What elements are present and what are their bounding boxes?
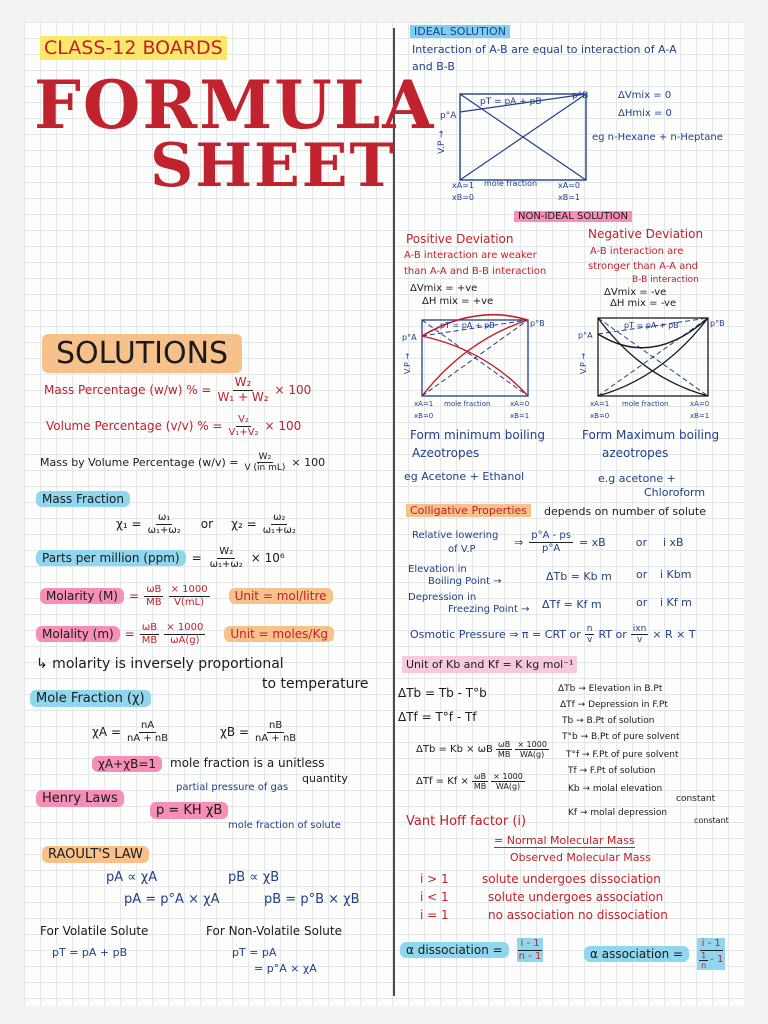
ideal-graph-vp: V.P → — [437, 130, 447, 154]
vant-hoff-case-1: solute undergoes dissociation — [482, 872, 661, 886]
vant-hoff-case-2: solute undergoes association — [488, 890, 664, 904]
mole-fraction-b: χB = $\frac{nB}{nA + nB}$ — [220, 720, 297, 744]
neg-graph-vp: V.P → — [579, 352, 588, 374]
ideal-heading: IDEAL SOLUTION — [410, 25, 510, 38]
negative-example-2: Chloroform — [644, 486, 706, 499]
positive-dv: ΔVmix = +ve — [410, 283, 478, 294]
symbol-legend-9: Kf → molal depression — [568, 808, 668, 818]
symbol-legend-7: Kb → molal elevation — [568, 784, 663, 794]
symbol-legend-5: T°f → F.Pt of pure solvent — [566, 750, 679, 760]
negative-example: e.g acetone + — [598, 472, 676, 485]
pos-graph-xlabel: mole fraction — [444, 400, 491, 408]
ppm-formula: Parts per million (ppm) = $\frac{\text{W₂}}{\text{ω₁+ω₂}}$ × 10⁶ — [36, 546, 285, 570]
vant-hoff-title: Vant Hoff factor (i) — [406, 814, 527, 829]
positive-deviation-desc-2: than A-A and B-B interaction — [404, 266, 547, 277]
negative-deviation-desc: A-B interaction are — [590, 246, 684, 257]
non-ideal-heading: NON-IDEAL SOLUTION — [514, 211, 632, 222]
neg-graph-xb1: xB=1 — [690, 412, 710, 420]
positive-deviation-title: Positive Deviation — [406, 232, 514, 246]
neg-graph-xb0: xB=0 — [590, 412, 610, 420]
ideal-graph-xb1: xB=1 — [558, 193, 581, 202]
positive-deviation-graph — [396, 310, 558, 422]
pos-graph-pt: pT = pA + pB — [440, 321, 495, 330]
delta-tf: ΔTf = T°f - Tf — [398, 710, 477, 724]
neg-graph-pt: pT = pA + pB — [624, 321, 679, 330]
delta-tf-formula: ΔTf = Kf × $\frac{\omega B}{MB}$ $\frac{\times 1000}{WA(g)}$ — [416, 772, 523, 792]
pos-graph-pa: p°A — [402, 333, 417, 342]
symbol-legend-6: Tf → F.Pt of solution — [568, 766, 656, 776]
ideal-solution-graph — [418, 84, 598, 208]
vant-hoff-case-1-key: i > 1 — [420, 872, 449, 886]
pos-graph-pb: p°B — [530, 319, 545, 328]
ideal-graph-pb: p°B — [572, 91, 589, 101]
non-volatile-label: For Non-Volatile Solute — [206, 924, 342, 938]
pos-graph-xb1: xB=1 — [510, 412, 530, 420]
mole-fraction-a: χA = $\frac{nA}{nA + nB}$ — [92, 720, 169, 744]
class-label: CLASS-12 BOARDS — [40, 36, 227, 60]
relative-lowering-formula: ⇒ $\frac{p^\circ A - ps}{p^\circ A}$ = xB or i xB — [514, 530, 684, 554]
positive-dh: ΔH mix = +ve — [422, 296, 494, 307]
symbol-legend-8: constant — [676, 794, 716, 804]
pos-graph-xb0: xB=0 — [414, 412, 434, 420]
relative-lowering-2: of V.P — [448, 544, 476, 555]
positive-azeotrope: Form minimum boiling — [410, 428, 545, 442]
mole-fraction-sum: χA+χB=1 — [92, 756, 162, 772]
raoult-pa-prop: pA ∝ χA — [106, 870, 158, 885]
title-formula: FORMULA — [34, 66, 436, 144]
volatile-eq: pT = pA + pB — [52, 946, 128, 959]
ideal-graph-xlabel: mole fraction — [484, 179, 538, 188]
pos-graph-vp: V.P → — [403, 352, 412, 374]
depression-fp: Depression in — [408, 592, 477, 603]
neg-graph-pa: p°A — [578, 331, 593, 340]
symbol-legend-2: ΔTf → Depression in F.Pt — [560, 700, 668, 710]
volatile-label: For Volatile Solute — [40, 924, 149, 938]
positive-example: eg Acetone + Ethanol — [404, 470, 525, 483]
vant-hoff-case-3: no association no dissociation — [488, 908, 668, 922]
ideal-dv: ΔVmix = 0 — [618, 90, 672, 101]
alpha-dissociation: α dissociation = $\frac{i - 1}{n - 1}$ — [400, 938, 543, 962]
colligative-dependence: depends on number of solute — [544, 505, 706, 518]
colligative-heading: Colligative Properties — [406, 504, 531, 517]
symbol-legend-3: Tb → B.Pt of solution — [562, 716, 655, 726]
pos-graph-xa0: xA=0 — [510, 400, 530, 408]
delta-tb-formula: ΔTb = Kb × ωB $\frac{\omega B}{MB}$ $\frac{\times 1000}{WA(g)}$ — [416, 740, 547, 760]
elevation-bp-formula: ΔTb = Kb m — [546, 570, 612, 583]
elevation-bp-or: or — [636, 568, 648, 581]
ideal-example: eg n-Hexane + n-Heptane — [592, 132, 723, 143]
negative-azeotrope: Form Maximum boiling — [582, 428, 720, 442]
pos-graph-xa1: xA=1 — [414, 400, 434, 408]
kb-kf-unit: Unit of Kb and Kf = K kg mol⁻¹ — [402, 656, 577, 673]
negative-deviation-graph — [572, 308, 740, 422]
depression-fp-alt: i Kf m — [660, 596, 692, 609]
raoult-law-label: RAOULT'S LAW — [42, 846, 149, 863]
raoult-pb-prop: pB ∝ χB — [228, 870, 280, 885]
negative-dv: ΔVmix = -ve — [604, 287, 667, 298]
mass-fraction-label: Mass Fraction — [36, 491, 130, 507]
mass-by-volume: Mass by Volume Percentage (w/v) = $\frac{\text{W₂}}{\text{V (in mL)}}$ × 100 — [40, 452, 326, 474]
elevation-bp: Elevation in — [408, 564, 467, 575]
non-volatile-eq: pT = pA — [232, 946, 277, 959]
molarity-note: ↳ molarity is inversely proportional — [36, 656, 284, 672]
mass-percentage: Mass Percentage (w/w) % = $\frac{\text{W₂}}{\text{W₁ + W₂}}$ × 100 — [44, 375, 312, 404]
mole-fraction-label: Mole Fraction (χ) — [30, 690, 151, 707]
ideal-description-2: and B-B — [412, 60, 455, 73]
depression-fp-or: or — [636, 596, 648, 609]
vant-hoff-numerator: = Normal Molecular Mass — [494, 834, 635, 847]
relative-lowering: Relative lowering — [412, 530, 499, 541]
molality-formula: Molality (m) = $\frac{\omega B}{MB}$ $\frac{\times 1000}{\omega A(g)}$ Unit = moles/Kg — [36, 622, 334, 646]
neg-graph-pb: p°B — [710, 319, 725, 328]
ideal-graph-xa1: xA=1 — [452, 181, 474, 190]
osmotic-pressure: Osmotic Pressure ⇒ π = CRT or $\frac{n}{v}$ RT or $\frac{\text{ixn}}{v}$ × R × T — [410, 624, 696, 646]
henry-mole-fraction-note: mole fraction of solute — [228, 820, 341, 831]
solutions-heading: SOLUTIONS — [42, 334, 242, 373]
depression-fp-formula: ΔTf = Kf m — [542, 598, 602, 611]
raoult-pb-eq: pB = p°B × χB — [264, 892, 360, 907]
mole-fraction-note: mole fraction is a unitless — [170, 756, 325, 770]
title-sheet: SHEET — [150, 131, 397, 201]
symbol-legend-1: ΔTb → Elevation in B.Pt — [558, 684, 663, 694]
negative-dh: ΔH mix = -ve — [610, 298, 677, 309]
positive-azeotrope-2: Azeotropes — [412, 446, 480, 460]
raoult-pa-eq: pA = p°A × χA — [124, 892, 220, 907]
henry-law-label: Henry Laws — [36, 790, 124, 807]
negative-azeotrope-2: azeotropes — [602, 446, 669, 460]
molarity-formula: Molarity (M) = $\frac{\omega B}{MB}$ $\frac{\times 1000}{V(mL)}$ Unit = mol/litre — [40, 584, 333, 608]
delta-tb: ΔTb = Tb - T°b — [398, 686, 487, 700]
henry-law-equation: p = KH χB — [150, 802, 228, 819]
mole-fraction-note-2: quantity — [302, 772, 348, 785]
neg-graph-xlabel: mole fraction — [622, 400, 669, 408]
ideal-description: Interaction of A-B are equal to interaction of A-A — [412, 43, 677, 56]
volume-percentage: Volume Percentage (v/v) % = $\frac{\text{V₂}}{\text{V₁+V₂}}$ × 100 — [46, 414, 302, 438]
ideal-graph-pt: pT = pA + pB — [480, 97, 542, 107]
depression-fp-2: Freezing Point → — [448, 604, 530, 615]
positive-deviation-desc: A-B interaction are weaker — [404, 250, 537, 261]
negative-deviation-desc-3: B-B interaction — [632, 275, 699, 285]
neg-graph-xa0: xA=0 — [690, 400, 710, 408]
molarity-note-2: to temperature — [262, 676, 369, 692]
neg-graph-xa1: xA=1 — [590, 400, 610, 408]
alpha-association: α association = i - 1 $\frac{1}{n}$ - 1 — [584, 938, 725, 970]
vant-hoff-denominator: Observed Molecular Mass — [510, 851, 651, 864]
ideal-graph-xb0: xB=0 — [452, 193, 475, 202]
negative-deviation-desc-2: stronger than A-A and — [588, 261, 699, 272]
ideal-dh: ΔHmix = 0 — [618, 108, 672, 119]
mass-fraction-formula: χ₁ = $\frac{\text{ω₁}}{\text{ω₁+ω₂}}$ or χ₂ = $\frac{\text{ω₂}}{\text{ω₁+ω₂}}$ — [116, 512, 296, 536]
symbol-legend-4: T°b → B.Pt of pure solvent — [562, 732, 680, 742]
non-volatile-eq-2: = p°A × χA — [254, 962, 317, 975]
negative-deviation-title: Negative Deviation — [588, 227, 704, 241]
henry-partial-note: partial pressure of gas — [176, 782, 289, 793]
elevation-bp-2: Boiling Point → — [428, 576, 502, 587]
vant-hoff-case-3-key: i = 1 — [420, 908, 449, 922]
ideal-graph-pa: p°A — [440, 111, 457, 121]
symbol-legend-10: constant — [694, 816, 729, 825]
ideal-graph-xa0: xA=0 — [558, 181, 580, 190]
elevation-bp-alt: i Kbm — [660, 568, 692, 581]
vant-hoff-case-2-key: i < 1 — [420, 890, 449, 904]
